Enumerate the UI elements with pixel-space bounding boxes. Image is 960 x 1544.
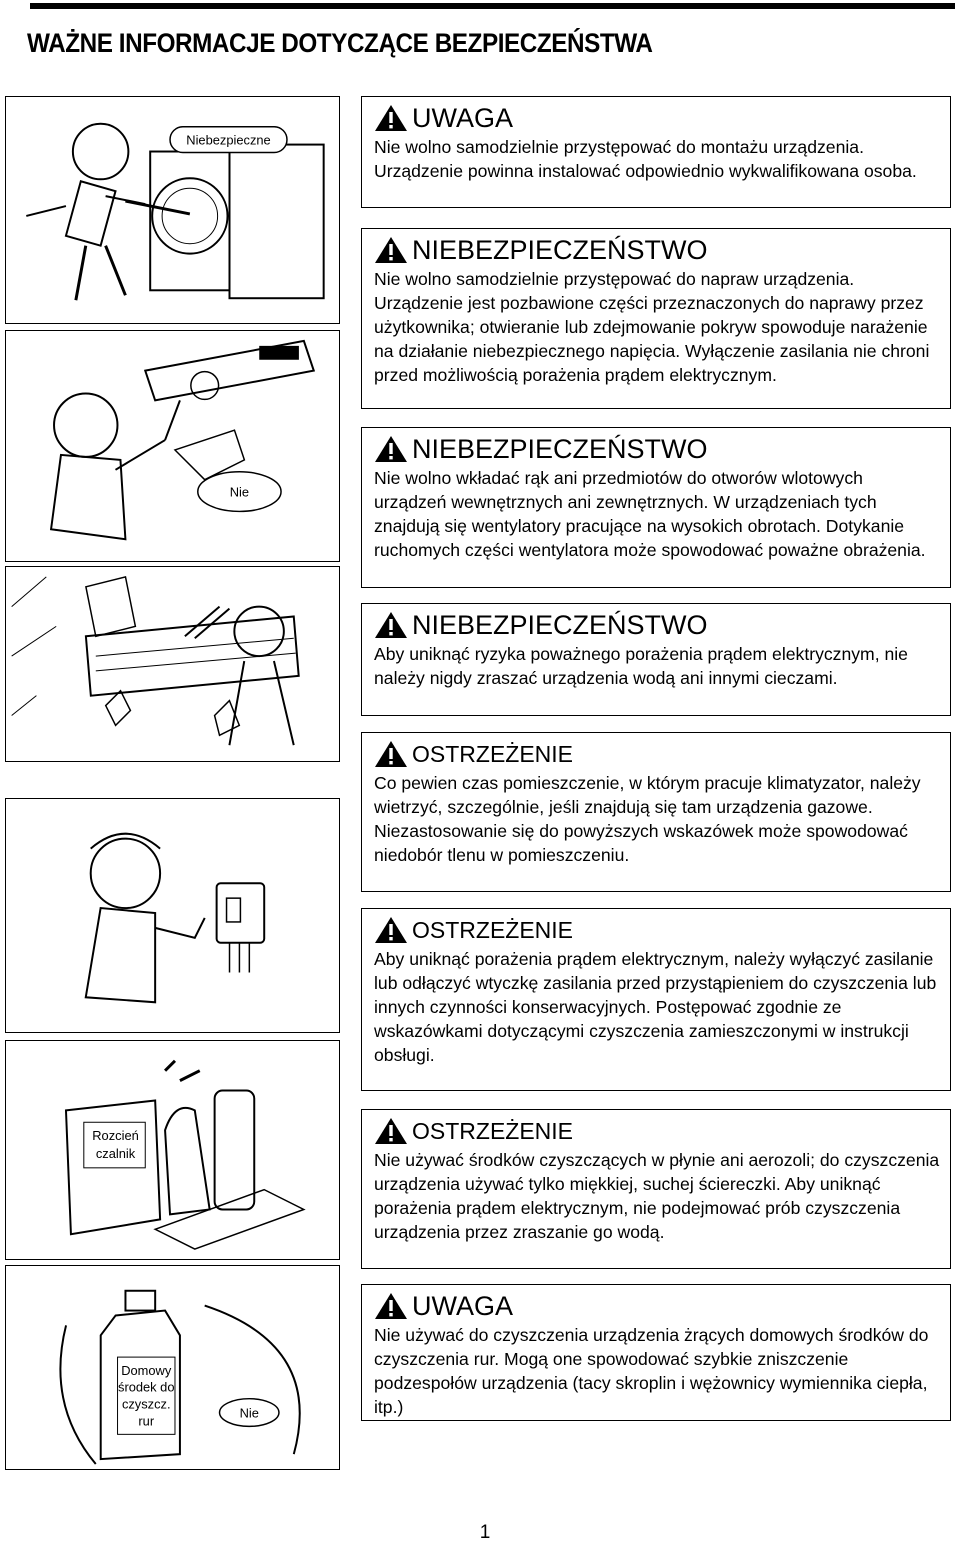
warning-text: Nie wolno samodzielnie przystępować do napraw urządzenia. Urządzenie jest pozbawione części przeznaczonych do naprawy przez użytkownika; otwieranie lub zdejmowanie pokryw spowoduje narażenie na działanie niebezpiecznego napięcia. Wyłączenie zasilania nie chroni przed możliwością porażenia prądem elektrycznym.	[374, 269, 930, 385]
warning-box-3	[361, 427, 951, 588]
warning-triangle-icon	[374, 104, 408, 132]
warning-heading	[374, 1291, 940, 1321]
illustration-fan	[5, 566, 340, 762]
warning-label: OSTRZEŻENIE	[412, 741, 574, 767]
warning-text: Aby uniknąć ryzyka poważnego porażenia prądem elektrycznym, nie należy nigdy zraszać urządzenia wodą ani innymi cieczami.	[374, 644, 908, 688]
drain-label-3: czyszcz.	[121, 1396, 171, 1412]
page-number: 1	[479, 1522, 491, 1543]
warning-label: NIEBEZPIECZEŃSTWO	[412, 610, 708, 640]
warning-heading	[374, 434, 940, 464]
solvent-label-2: czalnik	[95, 1145, 136, 1161]
warning-label: NIEBEZPIECZEŃSTWO	[412, 434, 708, 464]
warning-heading	[374, 103, 940, 133]
page-title: WAŻNE INFORMACJE DOTYCZĄCE BEZPIECZEŃSTWA	[27, 28, 653, 58]
warning-triangle-icon	[374, 435, 408, 463]
warning-heading	[374, 235, 940, 265]
warning-triangle-icon	[374, 916, 408, 944]
drain-label-4: rur	[138, 1413, 155, 1429]
warning-text: Nie wolno wkładać rąk ani przedmiotów do otworów wlotowych urządzeń wewnętrznych ani zewnętrznych. W urządzeniach tych znajdują się wentylatory pracujące na wysokich obrotach. Dotykanie ruchomych części wentylatora może spowodować poważne obrażenia.	[374, 468, 926, 560]
warning-box-7	[361, 1109, 951, 1269]
warning-text: Nie używać do czyszczenia urządzenia żrących domowych środków do czyszczenia rur. Mogą one spowodować szybkie zniszczenie podzespołów urządzenia (tacy skroplin i wężownicy wymiennika ciepła, itp.)	[374, 1325, 929, 1417]
illustration-solvent	[5, 1040, 340, 1260]
warning-label: OSTRZEŻENIE	[412, 917, 574, 943]
danger-label: Niebezpieczne	[186, 132, 271, 148]
warning-box-4	[361, 603, 951, 716]
warning-heading	[374, 610, 940, 640]
warning-text: Co pewien czas pomieszczenie, w którym pracuje klimatyzator, należy wietrzyć, szczególnie, jeśli znajdują się tam urządzenia gazowe. Niezastosowanie się do powyższych wskazówek może spowodować niedobór tlenu w pomieszczeniu.	[374, 773, 921, 865]
warning-box-5	[361, 732, 951, 892]
warning-box-6	[361, 908, 951, 1091]
warning-triangle-icon	[374, 740, 408, 768]
warning-box-2	[361, 228, 951, 409]
warning-triangle-icon	[374, 236, 408, 264]
no-label-2: Nie	[239, 1405, 259, 1421]
warning-triangle-icon	[374, 1117, 408, 1145]
warning-text: Aby uniknąć porażenia prądem elektrycznym, należy wyłączyć zasilanie lub odłączyć wtyczkę zasilania przed przystąpieniem do czyszczenia lub innych czynności konserwacyjnych. Postępować zgodnie ze wskazówkami dotyczącymi czyszczenia zamieszczonymi w instrukcji obsługi.	[374, 949, 937, 1065]
warning-heading	[374, 915, 940, 945]
warning-label: UWAGA	[412, 103, 513, 133]
warning-text: Nie używać środków czyszczących w płynie ani aerozoli; do czyszczenia urządzenia używać tylko miękkiej, suchej ściereczki. Aby uniknąć porażenia prądem elektrycznym, nie podejmować prób czyszczenia urządzenia przez zraszanie go wodą.	[374, 1150, 940, 1242]
illustration-drain-cleaner	[5, 1265, 340, 1470]
no-label: Nie	[229, 484, 250, 500]
top-rule	[30, 3, 955, 9]
warning-label: UWAGA	[412, 1291, 513, 1321]
warning-triangle-icon	[374, 611, 408, 639]
illustration-water	[5, 798, 340, 1033]
warning-heading	[374, 1116, 940, 1146]
warning-heading	[374, 739, 940, 769]
drain-label-2: środek do	[118, 1379, 175, 1395]
illustration-repair	[5, 330, 340, 562]
solvent-label-1: Rozcień	[92, 1128, 139, 1144]
warning-box-8	[361, 1284, 951, 1421]
warning-label: OSTRZEŻENIE	[412, 1118, 574, 1144]
warning-text: Nie wolno samodzielnie przystępować do montażu urządzenia. Urządzenie powinna instalować odpowiednio wykwalifikowana osoba.	[374, 137, 917, 181]
drain-label-1: Domowy	[121, 1362, 172, 1378]
warning-triangle-icon	[374, 1292, 408, 1320]
warning-box-1	[361, 96, 951, 208]
warning-label: NIEBEZPIECZEŃSTWO	[412, 235, 708, 265]
illustration-installation	[5, 96, 340, 324]
